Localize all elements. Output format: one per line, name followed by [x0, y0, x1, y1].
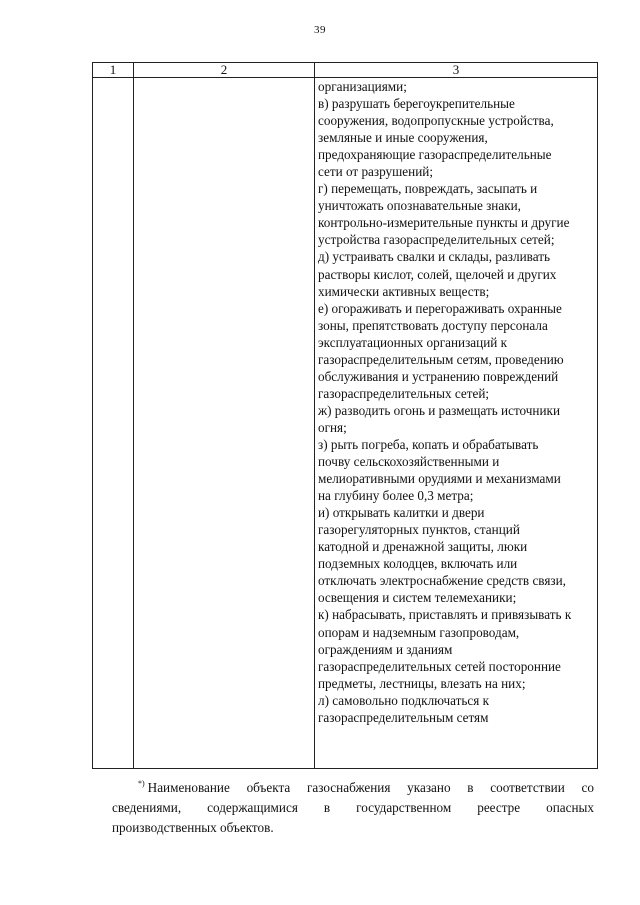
text-line: к) набрасывать, приставлять и привязывать к [318, 607, 572, 623]
text-line: опорам и надземным газопроводам, [318, 624, 520, 640]
cell-col-1 [93, 78, 134, 769]
text-line: мелиоративными орудиями и механизмами [318, 471, 561, 487]
text-line: газораспределительных сетей посторонние [318, 658, 561, 674]
footnote-line [112, 774, 594, 798]
text-line: предохраняющие газораспределительные [318, 147, 552, 163]
footnote-text: Наименование объекта газоснабжения указано в соответствии со [147, 780, 594, 795]
text-line: сети от разрушений; [318, 164, 433, 180]
text-line: подземных колодцев, включать или [318, 556, 518, 572]
cell-col-2 [134, 78, 315, 769]
text-line: устройства газораспределительных сетей; [318, 232, 555, 248]
text-line: газораспределительных сетей; [318, 385, 490, 401]
text-line: огня; [318, 419, 347, 435]
table-row [93, 78, 598, 769]
text-line: химически активных веществ; [318, 283, 490, 299]
regulation-table [92, 62, 598, 769]
header-col-3: 3 [315, 63, 598, 78]
text-line: почву сельскохозяйственными и [318, 454, 500, 470]
text-line: на глубину более 0,3 метра; [318, 488, 474, 504]
text-line: г) перемещать, повреждать, засыпать и [318, 181, 538, 197]
table-header-row [93, 63, 598, 78]
text-line: ограждениям и зданиям [318, 641, 453, 657]
text-line: сооружения, водопропускные устройства, [318, 113, 554, 129]
text-line: л) самовольно подключаться к [318, 692, 490, 708]
text-line: зоны, препятствовать доступу персонала [318, 317, 548, 333]
text-line: газораспределительным сетям, проведению [318, 351, 564, 367]
text-line: катодной и дренажной защиты, люки [318, 539, 528, 555]
header-col-1: 1 [93, 63, 134, 78]
text-line: обслуживания и устранению повреждений [318, 368, 559, 384]
footnote-line: сведениями, содержащимися в государственном реестре опасных [112, 800, 594, 815]
text-line: отключать электроснабжение средств связи, [318, 573, 566, 589]
text-line: предметы, лестницы, влезать на них; [318, 675, 526, 691]
header-col-2: 2 [134, 63, 315, 78]
text-line: земляные и иные сооружения, [318, 130, 488, 146]
text-line: освещения и систем телемеханики; [318, 590, 517, 606]
text-line: в) разрушать берегоукрепительные [318, 96, 515, 112]
text-line: эксплуатационных организаций к [318, 334, 508, 350]
page-number: 39 [314, 24, 326, 36]
footnote-marker: *) [138, 779, 145, 788]
footnote-line: производственных объектов. [112, 820, 274, 835]
text-line: газораспределительным сетям [318, 709, 489, 725]
text-line: организациями; [318, 79, 407, 94]
prohibitions-list [315, 78, 597, 726]
text-line: уничтожать опознавательные знаки, [318, 198, 521, 214]
text-line: контрольно-измерительные пункты и другие [318, 215, 570, 231]
text-line: газорегуляторных пунктов, станций [318, 522, 520, 538]
text-line: д) устраивать свалки и склады, разливать [318, 249, 550, 265]
text-line: е) огораживать и перегораживать охранные [318, 300, 562, 316]
text-line: растворы кислот, солей, щелочей и других [318, 266, 557, 282]
text-line: з) рыть погреба, копать и обрабатывать [318, 436, 539, 452]
text-line: ж) разводить огонь и размещать источники [318, 402, 561, 418]
footnote [112, 774, 594, 838]
text-line: и) открывать калитки и двери [318, 505, 485, 521]
cell-col-3 [315, 78, 598, 769]
